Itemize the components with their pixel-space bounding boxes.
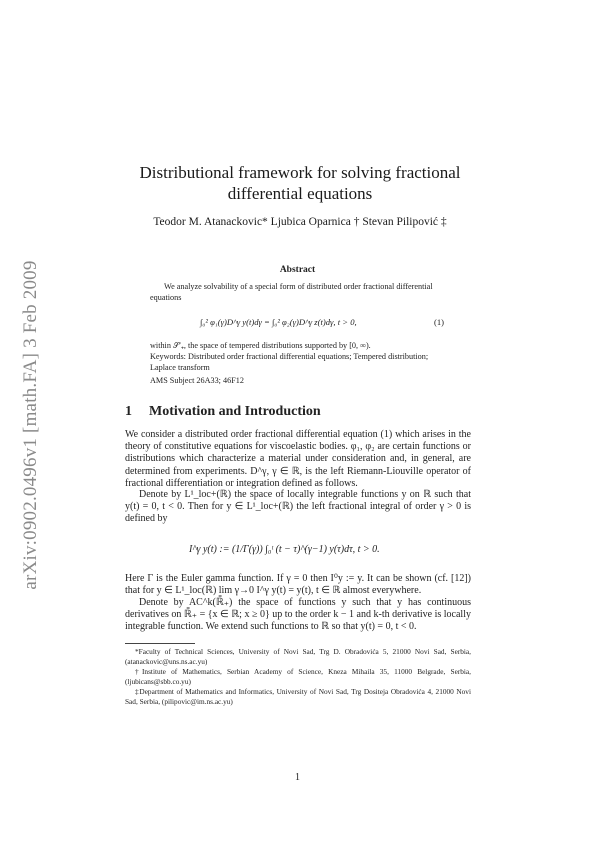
fractional-integral-equation [125, 538, 471, 566]
abstract-equation [150, 309, 446, 339]
body-paragraph: Here Γ is the Euler gamma function. If γ = 0 then I⁰y := y. It can be shown (cf. [12]) that for y ∈ L¹_loc(ℝ) lim γ→0 I^γ y(t) = y(t), t ∈ ℝ almost everywhere. [125, 573, 471, 597]
page-number: 1 [295, 772, 300, 783]
footnote: *Faculty of Technical Sciences, University of Novi Sad, Trg D. Obradovića 5, 21000 Novi Sad, Serbia, (atanackovic@uns.ns.ac.yu) [125, 647, 471, 666]
equation-number: (1) [433, 317, 444, 327]
abstract-intro: We analyze solvability of a special form of distributed order fractional differential equations [150, 282, 433, 302]
body-paragraph: Denote by L¹_loc+(ℝ) the space of locally integrable functions y on ℝ such that y(t) = 0, t < 0. Then for y ∈ L¹_loc+(ℝ) the left fractional integral of order γ > 0 is defined by [125, 489, 471, 525]
arxiv-watermark [18, 235, 44, 615]
footnote: †Institute of Mathematics, Serbian Academy of Science, Kneza Mihaila 35, 11000 Belgrade, Serbia, (ljubicans@sbb.co.yu) [125, 667, 471, 686]
footnote-rule [125, 643, 195, 644]
abstract-keywords: Keywords: Distributed order fractional differential equations; Tempered distribution; Laplace transform [150, 352, 429, 372]
section-heading [125, 404, 321, 420]
body-paragraph: We consider a distributed order fractional differential equation (1) which arises in the theory of constitutive equations for viscoelastic bodies. φ₁, φ₂ are certain functions or distributions which characterize a material under consideration and, in general, are determined from experiments. D^γ, γ ∈ ℝ, is the left Riemann-Liouville operator of fractional differentiation or integration defined as follows. [125, 429, 471, 489]
abstract-ams: AMS Subject 26A33; 46F12 [150, 376, 244, 385]
fractional-integral-expression: I^γ y(t) := (1/Γ(γ)) ∫₀ᵗ (t − τ)^(γ−1) y(τ)dτ, t > 0. [189, 544, 380, 555]
abstract-heading: Abstract [279, 265, 316, 275]
section-number: 1 [125, 404, 132, 419]
arxiv-id: arXiv:0902.0496v1 [math.FA] 3 Feb 2009 [20, 260, 41, 590]
footnote: ‡Department of Mathematics and Informatics, University of Novi Sad, Trg Dositeja Obradovića 4, 21000 Novi Sad, Serbia, (pilipovic@im.ns.ac.yu) [125, 687, 471, 706]
section-title: Motivation and Introduction [149, 404, 321, 419]
paper-authors: Teodor M. Atanackovic* Ljubica Oparnica † Stevan Pilipović ‡ [153, 216, 447, 228]
abstract-within: within 𝒮′₊, the space of tempered distributions supported by [0, ∞). [150, 341, 371, 350]
body-paragraph: Denote by AC^k(ℝ̄₊) the space of functions y such that y has continuous derivatives on ℝ̄₊ = {x ∈ ℝ; x ≥ 0} up to the order k − 1 and k-th derivative is locally integrable function. We extend such functions to ℝ so that y(t) = 0, t < 0. [125, 597, 471, 633]
paper-title: Distributional framework for solving fractional differential equations [139, 163, 461, 203]
abstract-equation-expression: ∫₀² φ₁(γ)D^γ y(t)dγ = ∫₀² φ₂(γ)D^γ z(t)dγ, t > 0, [200, 317, 357, 327]
